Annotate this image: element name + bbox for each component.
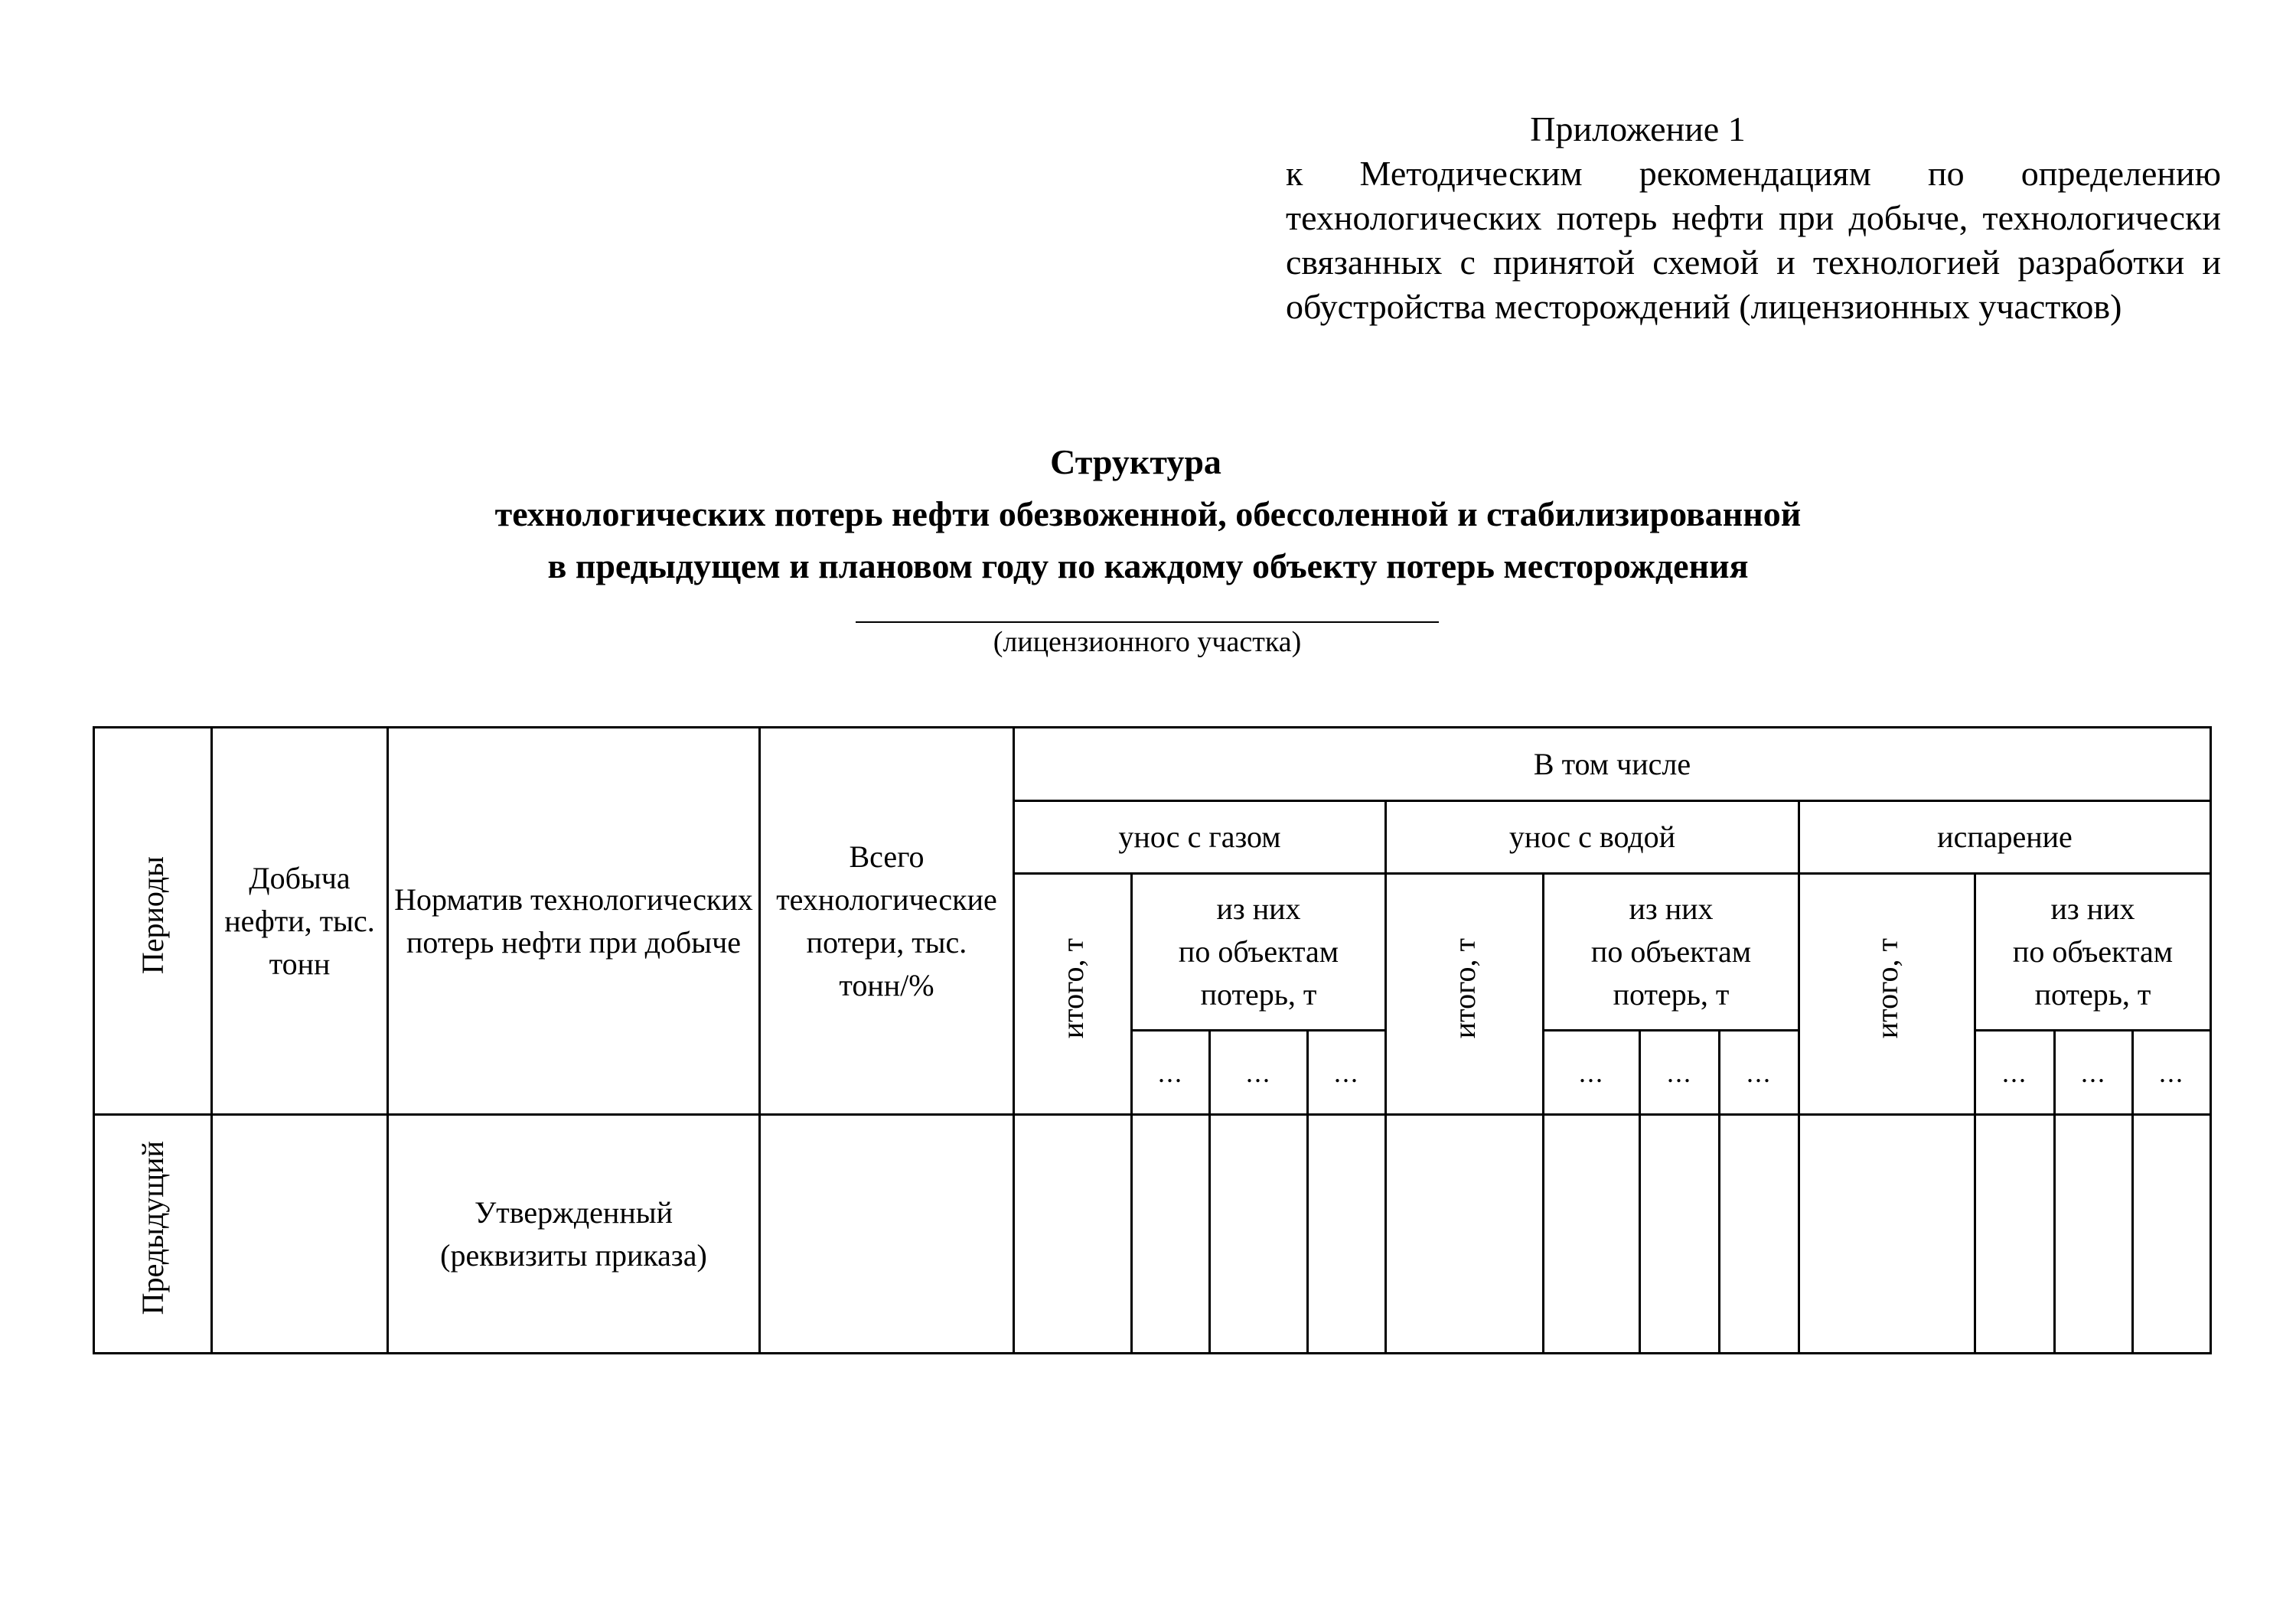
title-line-3: в предыдущем и плановом году по каждому объекту потерь месторождения <box>547 546 1749 585</box>
header-water-of-which-label: из них <box>1629 891 1714 926</box>
header-production: Добыча нефти, тыс. тонн <box>212 728 388 1115</box>
header-norm: Норматив технологических потерь нефти при добыче <box>388 728 760 1115</box>
header-gas-of-which-label: из них <box>1216 891 1301 926</box>
header-evap-by-objects-label: по объектам потерь, т <box>2012 934 2174 1012</box>
document-title <box>0 436 2296 592</box>
title-line-2: технологических потерь нефти обезвоженной, обессоленной и стабилизированной <box>494 494 1802 533</box>
row-gas-object-1-cell[interactable] <box>1132 1115 1210 1354</box>
header-periods <box>94 728 212 1115</box>
row-production-cell[interactable] <box>212 1115 388 1354</box>
row-gas-subtotal-cell[interactable] <box>1014 1115 1132 1354</box>
appendix-header <box>1286 107 2221 329</box>
header-water-subtotal-label: итого, т <box>1446 937 1482 1039</box>
header-gas-by-objects-label: по объектам потерь, т <box>1178 934 1339 1012</box>
header-evap-of-which <box>1975 874 2211 1031</box>
header-water-object-2: ... <box>1640 1031 1720 1115</box>
header-gas-object-3: ... <box>1308 1031 1386 1115</box>
title-line-1: Структура <box>1050 442 1221 481</box>
header-evap-of-which-label: из них <box>2050 891 2135 926</box>
header-gas-object-1: ... <box>1132 1031 1210 1115</box>
row-norm-cell <box>388 1115 760 1354</box>
header-including: В том числе <box>1014 728 2211 801</box>
header-group-evaporation: испарение <box>1799 801 2211 874</box>
header-gas-of-which <box>1132 874 1386 1031</box>
header-periods-label: Периоды <box>135 855 170 975</box>
row-gas-object-3-cell[interactable] <box>1308 1115 1386 1354</box>
row-gas-object-2-cell[interactable] <box>1210 1115 1308 1354</box>
row-evap-object-2-cell[interactable] <box>2055 1115 2133 1354</box>
row-water-subtotal-cell[interactable] <box>1386 1115 1544 1354</box>
header-group-gas: унос с газом <box>1014 801 1386 874</box>
row-evap-subtotal-cell[interactable] <box>1799 1115 1975 1354</box>
license-area-caption: (лицензионного участка) <box>993 626 1302 658</box>
header-gas-subtotal <box>1014 874 1132 1115</box>
header-water-object-1: ... <box>1544 1031 1640 1115</box>
header-gas-subtotal-label: итого, т <box>1055 937 1090 1039</box>
header-evap-subtotal <box>1799 874 1975 1115</box>
losses-structure-table <box>93 726 2212 1354</box>
row-evap-object-3-cell[interactable] <box>2133 1115 2211 1354</box>
header-evap-subtotal-label: итого, т <box>1869 937 1904 1039</box>
table-row <box>94 1115 2211 1354</box>
row-period-label: Предыдущий <box>135 1141 170 1315</box>
header-evap-object-3: ... <box>2133 1031 2211 1115</box>
row-evap-object-1-cell[interactable] <box>1975 1115 2055 1354</box>
header-water-subtotal <box>1386 874 1544 1115</box>
header-water-of-which <box>1544 874 1799 1031</box>
header-evap-object-2: ... <box>2055 1031 2133 1115</box>
appendix-number: Приложение 1 <box>1530 109 1746 148</box>
header-evap-object-1: ... <box>1975 1031 2055 1115</box>
header-water-by-objects-label: по объектам потерь, т <box>1590 934 1752 1012</box>
header-total: Всего технологические потери, тыс. тонн/% <box>760 728 1014 1115</box>
row-total-cell[interactable] <box>760 1115 1014 1354</box>
row-water-object-2-cell[interactable] <box>1640 1115 1720 1354</box>
row-water-object-1-cell[interactable] <box>1544 1115 1640 1354</box>
appendix-text: к Методическим рекомендациям по определению технологических потерь нефти при добыче, технологически связанных с принятой схемой и технологией разработки и обустройства месторождений (лицензионных участков) <box>1286 154 2221 326</box>
header-gas-object-2: ... <box>1210 1031 1308 1115</box>
row-norm-line-2: (реквизиты приказа) <box>440 1237 707 1273</box>
header-water-object-3: ... <box>1720 1031 1799 1115</box>
row-period <box>94 1115 212 1354</box>
row-water-object-3-cell[interactable] <box>1720 1115 1799 1354</box>
header-group-water: унос с водой <box>1386 801 1799 874</box>
row-norm-line-1: Утвержденный <box>474 1194 673 1230</box>
